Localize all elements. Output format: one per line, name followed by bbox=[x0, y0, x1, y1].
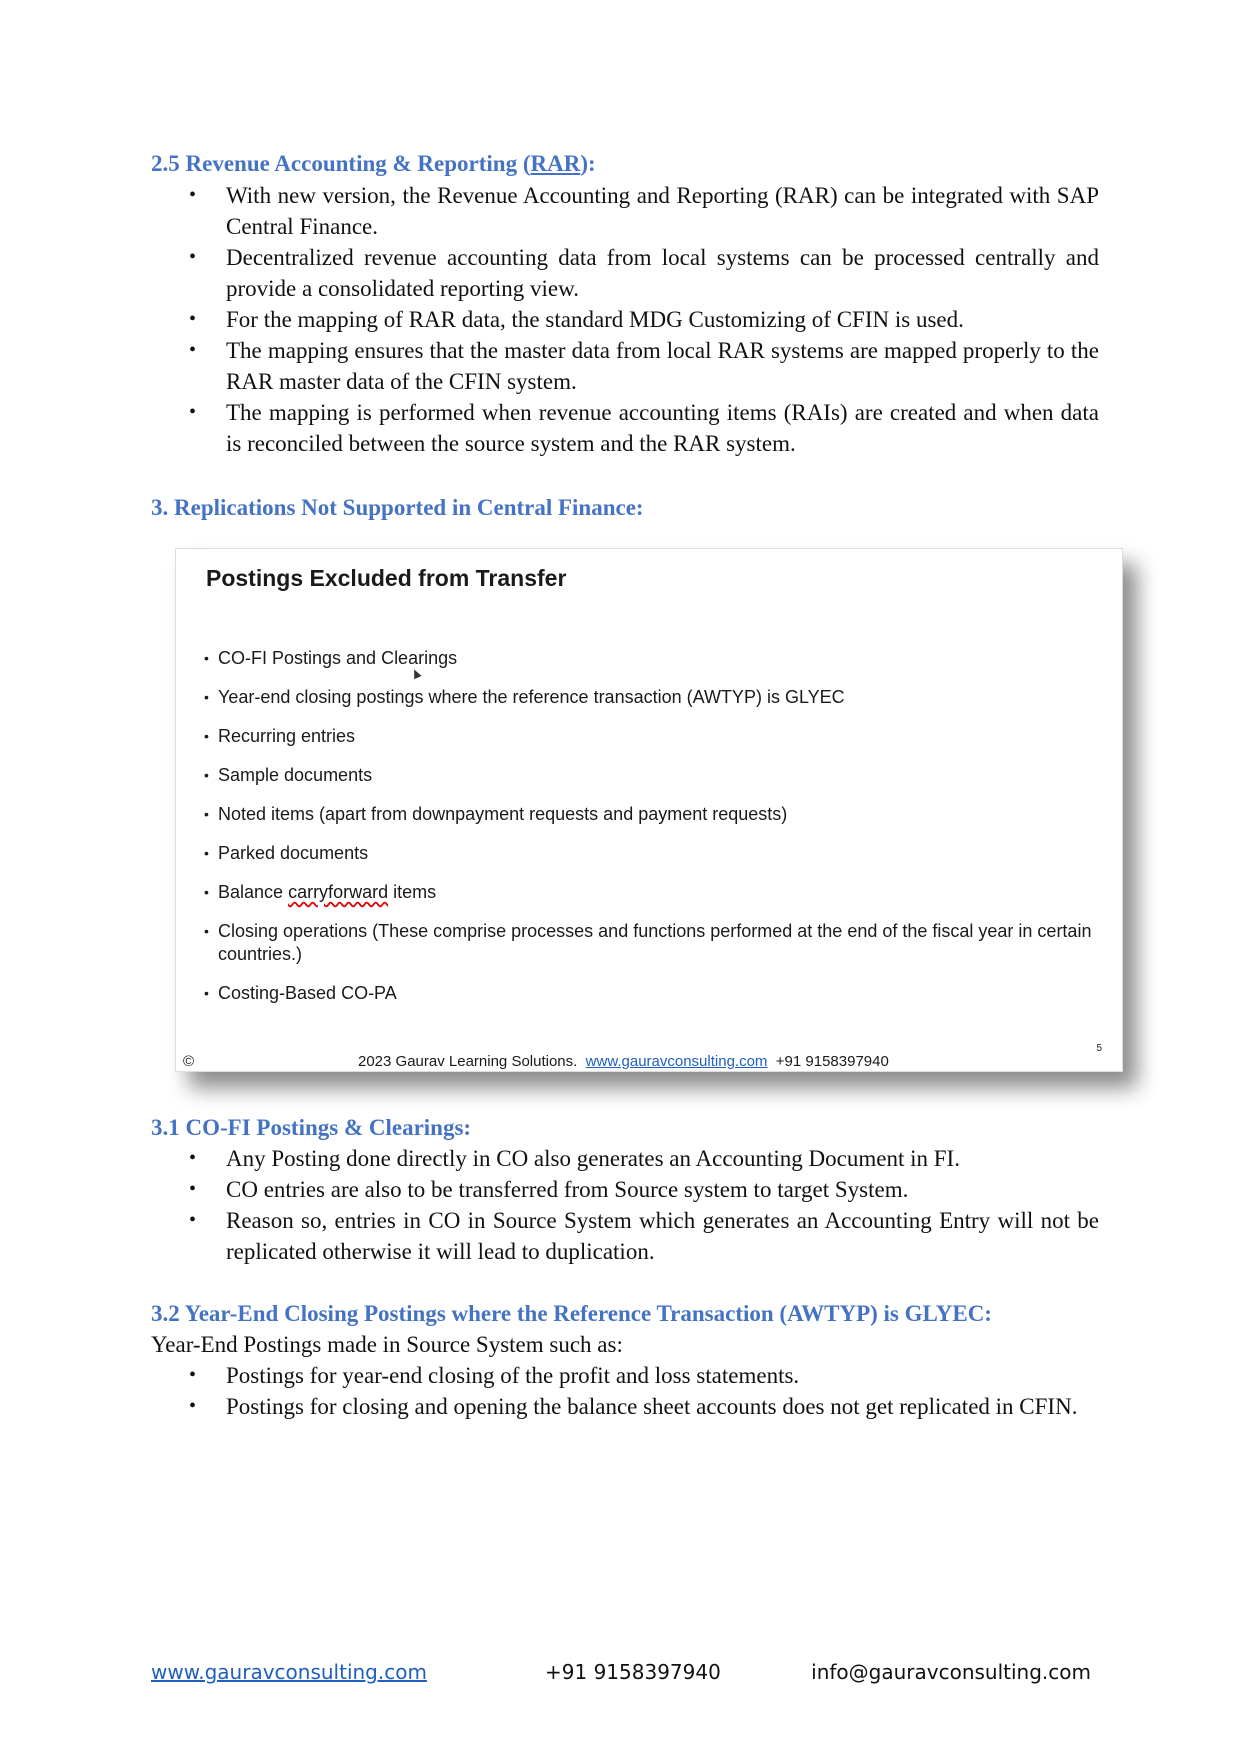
slide-footer-text: 2023 Gaurav Learning Solutions. bbox=[358, 1053, 578, 1070]
section-heading-cofi: 3.1 CO-FI Postings & Clearings: bbox=[151, 1115, 472, 1140]
list-item: • Any Posting done directly in CO also generates an Accounting Document in FI. bbox=[151, 1143, 1099, 1174]
slide-list-item: • Closing operations (These comprise processes and functions performed at the end of the fiscal year in certain countries.) bbox=[204, 920, 1094, 966]
page-footer bbox=[151, 1660, 1091, 1690]
spellcheck-word: carryforward bbox=[288, 882, 389, 902]
section-heading-rar: 2.5 Revenue Accounting & Reporting (RAR): bbox=[151, 151, 596, 176]
slide-footer-link[interactable]: www.gauravconsulting.com bbox=[585, 1053, 768, 1070]
cofi-bullet-list bbox=[151, 1143, 1099, 1267]
yearend-bullet-list bbox=[151, 1360, 1099, 1422]
slide-page-number: 5 bbox=[1096, 1043, 1102, 1054]
slide-list-item: • Noted items (apart from downpayment requests and payment requests) bbox=[204, 803, 1094, 826]
slide-list-item: • Sample documents bbox=[204, 764, 1094, 787]
slide-list-item: • Balance carryforward items bbox=[204, 881, 1094, 904]
list-item: • CO entries are also to be transferred from Source system to target System. bbox=[151, 1174, 1099, 1205]
rar-acronym: RAR bbox=[530, 151, 581, 176]
list-item: • For the mapping of RAR data, the standard MDG Customizing of CFIN is used. bbox=[151, 304, 1099, 335]
list-item: • Decentralized revenue accounting data from local systems can be processed centrally and provide a consolidated reporting view. bbox=[151, 242, 1099, 304]
footer-website-link[interactable]: www.gauravconsulting.com bbox=[151, 1660, 427, 1684]
slide-list-item: • Recurring entries bbox=[204, 725, 1094, 748]
section-heading-replications: 3. Replications Not Supported in Central Finance: bbox=[151, 495, 644, 520]
list-item: • With new version, the Revenue Accounting and Reporting (RAR) can be integrated with SAP Central Finance. bbox=[151, 180, 1099, 242]
slide-list-item: • Parked documents bbox=[204, 842, 1094, 865]
slide-bullet-list bbox=[204, 647, 1094, 1021]
slide-footer-phone: +91 9158397940 bbox=[775, 1053, 889, 1070]
list-item: • Reason so, entries in CO in Source System which generates an Accounting Entry will not be replicated otherwise it will lead to duplication. bbox=[151, 1205, 1099, 1267]
footer-phone: +91 9158397940 bbox=[545, 1660, 721, 1684]
section-heading-yearend: 3.2 Year-End Closing Postings where the Reference Transaction (AWTYP) is GLYEC: bbox=[151, 1301, 992, 1326]
list-item: • The mapping is performed when revenue accounting items (RAIs) are created and when data is reconciled between the source system and the RAR system. bbox=[151, 397, 1099, 459]
slide-list-item: • Costing-Based CO-PA bbox=[204, 982, 1094, 1005]
list-item: • The mapping ensures that the master data from local RAR systems are mapped properly to the RAR master data of the CFIN system. bbox=[151, 335, 1099, 397]
footer-email[interactable]: info@gauravconsulting.com bbox=[811, 1660, 1091, 1684]
list-item: • Postings for year-end closing of the profit and loss statements. bbox=[151, 1360, 1099, 1391]
slide-list-item: • Year-end closing postings where the reference transaction (AWTYP) is GLYEC bbox=[204, 686, 1094, 709]
rar-bullet-list bbox=[151, 180, 1099, 459]
slide-list-item: • CO-FI Postings and Clearings bbox=[204, 647, 1094, 670]
slide-image bbox=[175, 548, 1123, 1072]
yearend-intro: Year-End Postings made in Source System such as: bbox=[151, 1332, 623, 1357]
slide-title: Postings Excluded from Transfer bbox=[206, 565, 567, 591]
list-item: • Postings for closing and opening the balance sheet accounts does not get replicated in CFIN. bbox=[151, 1391, 1099, 1422]
copyright-icon: © bbox=[183, 1053, 195, 1070]
